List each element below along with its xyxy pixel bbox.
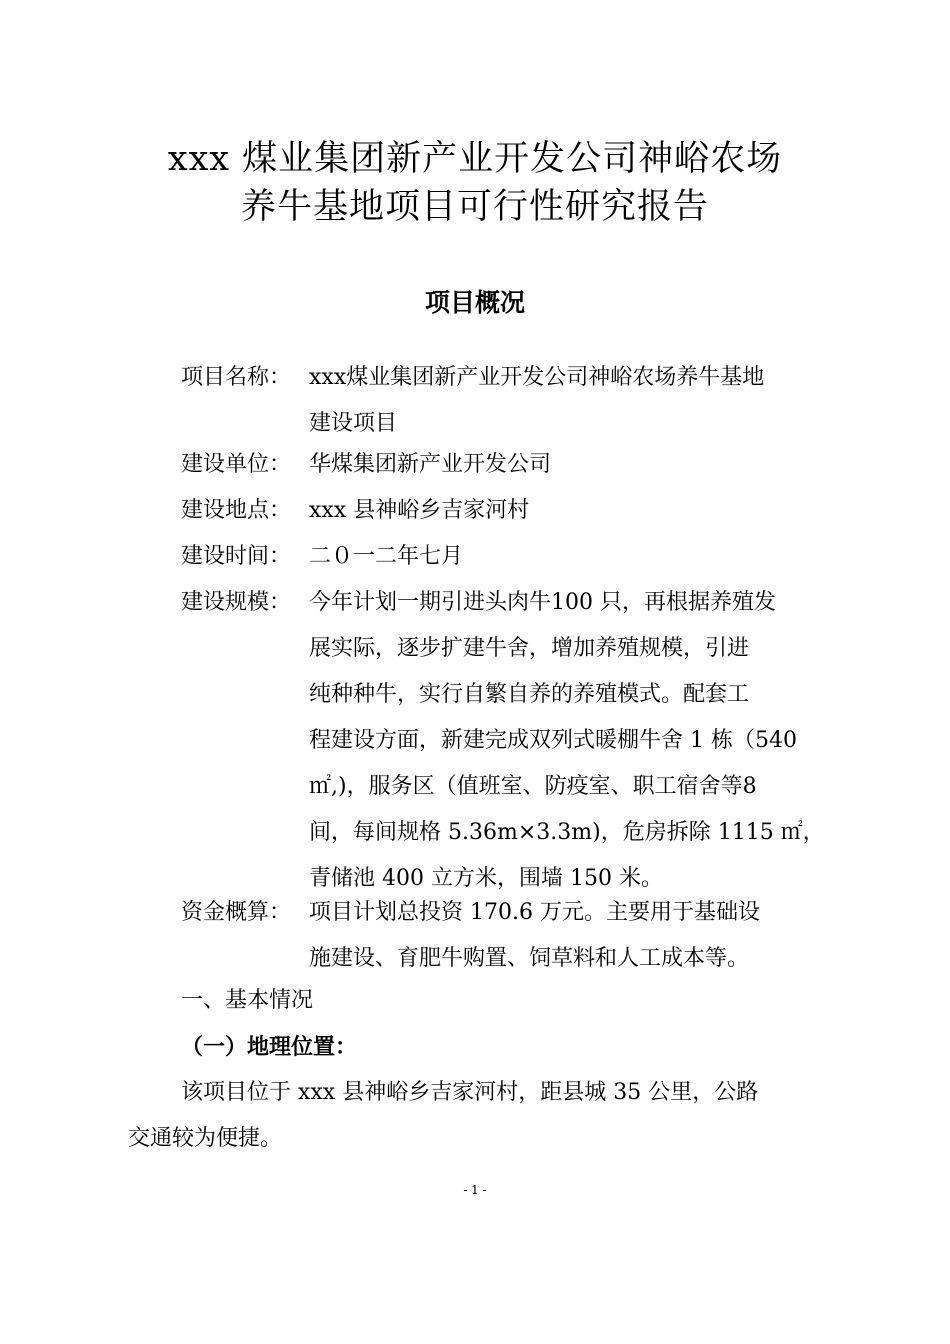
- field-value-line: 二０一二年七月: [309, 544, 464, 569]
- field-label: 建设时间：: [181, 544, 292, 569]
- field-label: 建设地点：: [181, 498, 292, 523]
- field-construction-scale: [181, 580, 841, 902]
- field-value: [309, 442, 831, 488]
- field-value-line: 程建设方面，新建完成双列式暖棚牛舍 1 栋（540: [309, 728, 797, 753]
- field-value-line: 展实际，逐步扩建牛舍，增加养殖规模，引进: [309, 636, 750, 661]
- title-line-2: 养牛基地项目可行性研究报告: [240, 187, 709, 227]
- field-funding-estimate: [181, 890, 841, 982]
- field-value-line: xxx煤业集团新产业开发公司神峪农场养牛基地: [309, 365, 765, 390]
- field-construction-site: [181, 488, 841, 534]
- field-value: [309, 488, 831, 534]
- field-label: 项目名称：: [181, 365, 292, 390]
- paragraph-line: 该项目位于 xxx 县神峪乡吉家河村，距县城 35 公里，公路: [181, 1080, 759, 1105]
- field-value: [309, 534, 831, 580]
- subsection-heading-location: （一）地理位置：: [181, 1034, 358, 1060]
- title-line-1: xxx 煤业集团新产业开发公司神峪农场: [167, 139, 783, 179]
- field-value-line: 华煤集团新产业开发公司: [309, 452, 552, 477]
- location-paragraph: [128, 1070, 834, 1162]
- field-construction-unit: [181, 442, 841, 488]
- paragraph-line: 交通较为便捷。: [128, 1126, 283, 1151]
- field-value-line: 青储池 400 立方米，围墙 150 米。: [309, 866, 663, 891]
- field-value-line: xxx 县神峪乡吉家河村: [309, 498, 530, 523]
- field-value-line: 施建设、育肥牛购置、饲草料和人工成本等。: [309, 946, 750, 971]
- field-value-line: 今年计划一期引进头肉牛100 只，再根据养殖发: [309, 590, 776, 615]
- field-construction-time: [181, 534, 841, 580]
- field-value-line: 建设项目: [309, 411, 398, 436]
- field-value: [309, 890, 831, 982]
- field-label: 建设规模：: [181, 590, 292, 615]
- field-value-line: ㎡,)，服务区（值班室、防疫室、职工宿舍等8: [309, 774, 757, 799]
- page-number: - 1 -: [463, 1183, 487, 1197]
- field-label: 建设单位：: [181, 452, 292, 477]
- field-value-line: 项目计划总投资 170.6 万元。主要用于基础设: [309, 900, 760, 925]
- field-value: [309, 580, 831, 902]
- section-heading-basic-info: 一、基本情况: [181, 988, 314, 1013]
- field-value: [309, 355, 831, 447]
- field-label: 资金概算：: [181, 900, 292, 925]
- field-value-line: 纯种种牛，实行自繁自养的养殖模式。配套工: [309, 682, 750, 707]
- overview-heading: 项目概况: [424, 288, 525, 317]
- field-value-line: 间，每间规格 5.36m×3.3m)，危房拆除 1115 ㎡，: [309, 820, 825, 845]
- field-project-name: [181, 355, 841, 447]
